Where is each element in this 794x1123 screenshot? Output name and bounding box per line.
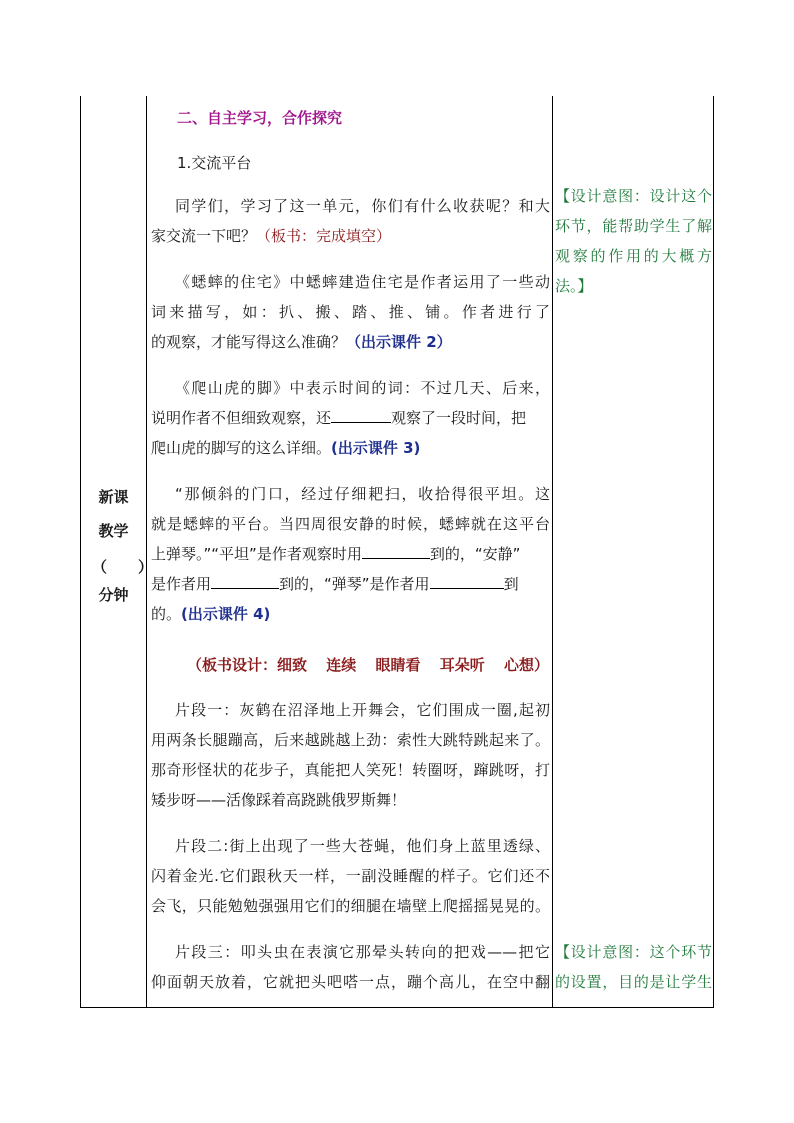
fill-blank-3 bbox=[211, 574, 279, 589]
section-label-line4: 分钟 bbox=[98, 586, 129, 604]
fragment-1-line-4: 矮步呀——活像踩着高跷跳俄罗斯舞！ bbox=[151, 791, 407, 809]
paragraph-3-line-3 bbox=[151, 438, 550, 458]
paragraph-2-text: 的观察，才能写得这么准确？ bbox=[151, 333, 347, 351]
design-note-1-line-3: 观察的作用的大概方 bbox=[555, 247, 712, 265]
paragraph-4-line-1: “那倾斜的门口，经过仔细耙扫，收拾得很平坦。这 bbox=[175, 485, 550, 503]
design-note-1-line-4: 法。】 bbox=[555, 277, 593, 295]
sub-heading: 1.交流平台 bbox=[177, 154, 252, 172]
fragment-2-line-3: 会飞，只能勉勉强强用它们的细腿在墙壁上爬摇摇晃晃的。 bbox=[151, 897, 550, 915]
design-note-2-line-2: 的设置，目的是让学生 bbox=[555, 973, 712, 991]
board-design bbox=[187, 654, 563, 675]
design-note-1-line-1: 【设计意图：设计这个 bbox=[555, 187, 712, 205]
fragment-2-line-1: 片段二:街上出现了一些大苍蝇，他们身上蓝里透绿、 bbox=[175, 837, 550, 855]
section-label-cell bbox=[81, 96, 146, 1007]
paragraph-4-line-3 bbox=[151, 544, 550, 564]
paragraph-4-text-e: 到 bbox=[503, 575, 519, 593]
courseware-ref-3: (出示课件 3) bbox=[331, 439, 421, 457]
courseware-ref-4: (出示课件 4) bbox=[181, 605, 271, 623]
fragment-1-line-3: 那奇形怪状的花步子，真能把人笑死！转圈呀，蹿跳呀，打 bbox=[151, 761, 550, 779]
section-heading: 二、自主学习，合作探究 bbox=[177, 109, 343, 127]
paragraph-4-text-c: 是作者用 bbox=[151, 575, 212, 593]
paren-close: ） bbox=[138, 558, 154, 576]
design-intent-cell bbox=[553, 96, 714, 1007]
board-design-prefix: （板书设计：细致 bbox=[187, 656, 308, 674]
board-item-ears: 耳朵听 bbox=[439, 656, 485, 674]
paragraph-1-line-1: 同学们，学习了这一单元，你们有什么收获呢？和大 bbox=[175, 197, 550, 215]
fill-blank-4 bbox=[430, 574, 504, 589]
paren-open: （ bbox=[92, 558, 108, 576]
paragraph-3-text-a: 说明作者不但细致观察，还 bbox=[151, 409, 332, 427]
paragraph-3-line-1: 《爬山虎的脚》中表示时间的词：不过几天、后来， bbox=[175, 379, 550, 397]
paragraph-4-text-f: 的。 bbox=[151, 605, 182, 623]
fragment-1-line-2: 用两条长腿蹦高，后来越跳越上劲：索性大跳特跳起来了。 bbox=[151, 731, 550, 749]
board-item-mind: 心想） bbox=[504, 656, 550, 674]
paragraph-4-text-d: 到的，“弹琴”是作者用 bbox=[279, 575, 430, 593]
fragment-3-line-2: 仰面朝天放着，它就把头吧嗒一点，蹦个高儿，在空中翻 bbox=[151, 973, 550, 991]
table-border-bottom bbox=[80, 1007, 714, 1008]
paragraph-2-line-1: 《蟋蟀的住宅》中蟋蟀建造住宅是作者运用了一些动 bbox=[175, 273, 550, 291]
paragraph-2-line-2: 词来描写，如：扒、搬、踏、推、铺。作者进行了 bbox=[151, 303, 550, 321]
fragment-2-line-2: 闪着金光.它们跟秋天一样，一副没睡醒的样子。它们还不 bbox=[151, 867, 550, 885]
board-item-eyes: 眼睛看 bbox=[375, 656, 421, 674]
fragment-3-line-1: 片段三：叩头虫在表演它那晕头转向的把戏——把它 bbox=[175, 943, 550, 961]
teaching-content-cell bbox=[147, 96, 552, 1007]
design-note-1-line-2: 环节，能帮助学生了解 bbox=[555, 217, 712, 235]
paragraph-2-line-3 bbox=[151, 332, 550, 352]
paragraph-1-text: 家交流一下吧？ bbox=[151, 227, 257, 245]
paragraph-4-line-4 bbox=[151, 574, 550, 594]
board-note-fill-blank: （板书：完成填空） bbox=[256, 227, 392, 245]
fragment-1-line-1: 片段一：灰鹤在沼泽地上开舞会，它们围成一圈,起初 bbox=[175, 701, 550, 719]
paragraph-4-line-5 bbox=[151, 604, 550, 624]
design-note-2-line-1: 【设计意图：这个环节 bbox=[555, 943, 712, 961]
section-label-line1: 新课 bbox=[98, 488, 129, 506]
fill-blank-1 bbox=[331, 408, 391, 423]
paragraph-3-text-b: 观察了一段时间，把 bbox=[391, 409, 527, 427]
fill-blank-2 bbox=[362, 544, 430, 559]
courseware-ref-2: （出示课件 2） bbox=[346, 333, 452, 351]
paragraph-4-text-b: 到的，“安静” bbox=[429, 545, 521, 563]
paragraph-4-line-2: 就是蟋蟀的平台。当四周很安静的时候，蟋蟀就在这平台 bbox=[151, 515, 550, 533]
paragraph-1-line-2 bbox=[151, 226, 550, 246]
paragraph-3-line-2 bbox=[151, 408, 550, 428]
paragraph-3-text-c: 爬山虎的脚写的这么详细。 bbox=[151, 439, 332, 457]
section-label-line2: 教学 bbox=[98, 522, 129, 540]
board-item-continuous: 连续 bbox=[326, 656, 357, 674]
paragraph-4-text-a: 上弹琴。”“平坦”是作者观察时用 bbox=[151, 545, 362, 563]
